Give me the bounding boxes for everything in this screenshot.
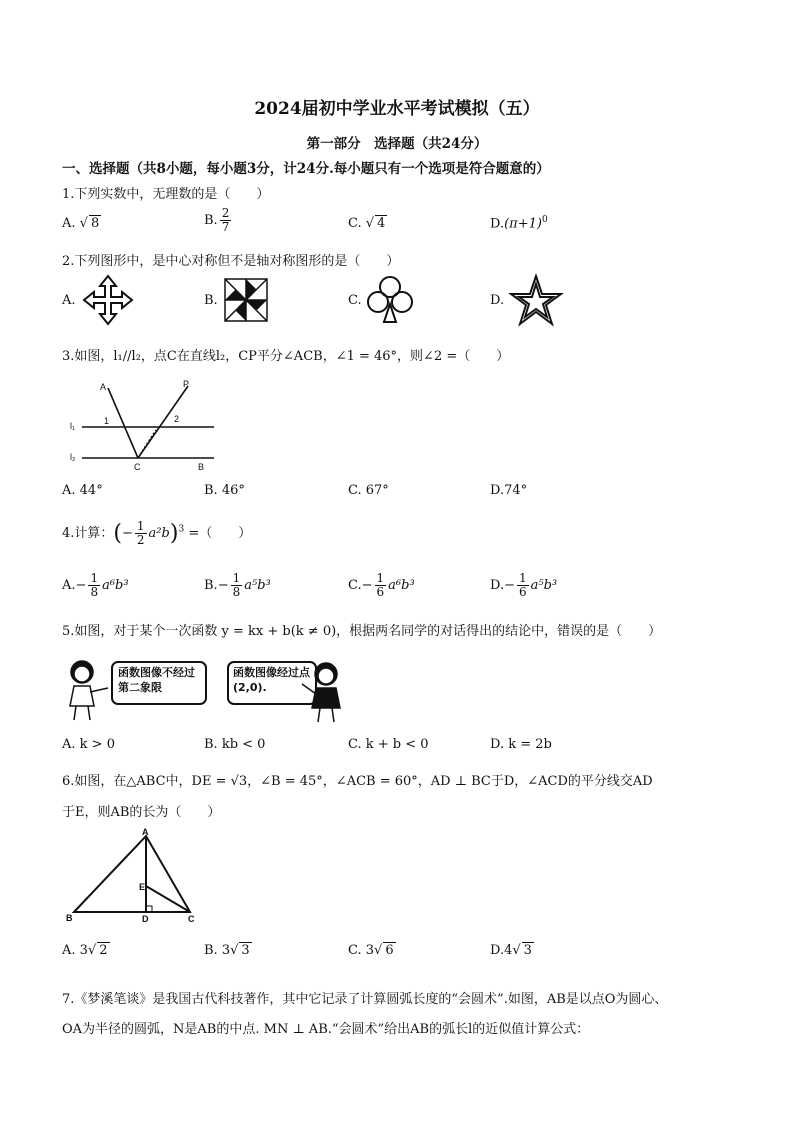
variable-term: a⁶b³: [388, 578, 415, 593]
q4-option-b[interactable]: B.− $\frac{1}{8}$ a⁵b³: [204, 571, 271, 599]
variable-term: a⁵b³: [244, 578, 271, 593]
q3-option-d[interactable]: D.74°: [490, 483, 528, 498]
q6-triangle-figure: [62, 828, 202, 924]
q2-option-b[interactable]: B.: [204, 293, 218, 308]
segment-ac: [108, 388, 138, 458]
option-letter: B.: [204, 213, 218, 228]
denominator: 6: [376, 585, 385, 599]
stem-prefix: 4.计算：: [62, 526, 114, 541]
denominator: 8: [90, 585, 99, 599]
denominator: 7: [221, 220, 230, 234]
q5-option-d[interactable]: D. k = 2b: [490, 737, 552, 752]
q4-option-c[interactable]: C.− $\frac{1}{6}$ a⁶b³: [348, 571, 415, 599]
exponent: 3: [178, 524, 185, 535]
variable-term: a⁶b³: [102, 578, 129, 593]
option-letter: A.: [62, 578, 76, 593]
numerator: 1: [90, 571, 99, 585]
coefficient: 3: [221, 943, 231, 958]
speech-bubble-right: 函数图像经过点(2,0).: [233, 666, 310, 694]
q1-stem: 1.下列实数中，无理数的是（ ）: [62, 187, 270, 202]
option-letter: A.: [62, 216, 76, 231]
pinwheel-icon: [224, 278, 268, 322]
q2-option-d[interactable]: D.: [490, 293, 505, 308]
q1-option-b[interactable]: [204, 207, 233, 234]
label-b: B: [198, 462, 205, 472]
denominator: 6: [519, 585, 527, 599]
numerator: 1: [136, 519, 145, 533]
fraction: [231, 572, 243, 599]
expression: (π+1): [504, 216, 542, 232]
label-l1: l₁: [70, 421, 76, 431]
q1-option-c[interactable]: C. √ 4: [348, 216, 386, 231]
fraction: [375, 572, 387, 599]
q4-option-a[interactable]: A.− $\frac{1}{8}$ a⁶b³: [62, 571, 129, 599]
exponent: 0: [541, 215, 548, 225]
option-letter: C.: [348, 578, 362, 593]
numerator: 2: [221, 206, 230, 220]
q6-option-b[interactable]: B. 3√ 3: [204, 943, 250, 958]
q6-option-c[interactable]: C. 3√ 6: [348, 943, 394, 958]
q6-stem-line-1: 6.如图，在△ABC中，DE = √3，∠B = 45°，∠ACB = 60°，AD ⊥ BC于D，∠ACD的平分线交AD: [62, 774, 653, 789]
label-a: A: [100, 382, 107, 392]
label-l2: l₂: [70, 452, 76, 462]
label-b: B: [66, 913, 73, 923]
variable-term: a²b: [148, 526, 170, 541]
four-arrows-icon: [82, 274, 134, 326]
label-p: P: [183, 379, 190, 389]
q7-stem-line-2: OA为半径的圆弧，N是AB的中点. MN ⊥ AB.“会圆术”给出AB的弧长l的近似值计算公式：: [62, 1022, 590, 1037]
label-d: D: [142, 914, 149, 924]
fraction: [88, 572, 100, 599]
coefficient: 3: [365, 943, 375, 958]
q3-option-a[interactable]: A. 44°: [62, 483, 103, 498]
page-title: 2024届初中学业水平考试模拟（五）: [254, 99, 540, 119]
numerator: 1: [376, 571, 385, 585]
radicand: 2: [99, 943, 108, 958]
q6-option-a[interactable]: A. 3√ 2: [62, 943, 108, 958]
radicand: 3: [523, 943, 532, 958]
q4-stem: 4.计算：(− $\frac{1}{2}$ a²b)$^3$ =（ ）: [62, 519, 252, 547]
minus-sign: −: [122, 526, 133, 541]
q3-option-c[interactable]: C. 67°: [348, 483, 389, 498]
q5-option-b[interactable]: B. kb < 0: [204, 737, 266, 752]
radicand: 3: [241, 943, 250, 958]
part-subtitle: 第一部分 选择题（共24分）: [306, 136, 488, 152]
q6-option-d[interactable]: D.4√ 3: [490, 943, 532, 958]
label-a: A: [142, 828, 149, 837]
angle-1-label: 1: [104, 416, 110, 426]
label-c: C: [134, 462, 141, 472]
q1-option-a[interactable]: A. √ 8: [62, 216, 100, 231]
star-icon: [508, 274, 564, 328]
q3-option-b[interactable]: B. 46°: [204, 483, 245, 498]
denominator: 8: [232, 585, 241, 599]
q5-option-a[interactable]: A. k > 0: [62, 737, 115, 752]
coefficient: 4: [504, 943, 513, 958]
q5-option-c[interactable]: C. k + b < 0: [348, 737, 429, 752]
numerator: 1: [519, 571, 527, 585]
fraction: [135, 520, 147, 547]
label-c: C: [188, 914, 195, 924]
variable-term: a⁵b³: [530, 578, 558, 593]
q4-option-d[interactable]: D.− $\frac{1}{6}$ a⁵b³: [490, 571, 558, 599]
option-letter: A.: [62, 943, 76, 958]
option-letter: C.: [348, 216, 362, 231]
radicand: 6: [385, 943, 394, 958]
numerator: 1: [232, 571, 241, 585]
option-letter: D.: [490, 943, 505, 958]
angle-2-label: 2: [174, 414, 180, 424]
speech-bubble-left: 函数图像不经过第二象限: [118, 666, 195, 694]
stem-suffix: =（ ）: [188, 526, 252, 541]
fraction: [220, 207, 232, 234]
radicand: 4: [377, 216, 386, 231]
q2-option-c[interactable]: C.: [348, 293, 362, 308]
q2-stem: 2.下列图形中，是中心对称但不是轴对称图形的是（ ）: [62, 254, 400, 269]
label-e: E: [139, 882, 146, 892]
q6-stem-line-2: 于E，则AB的长为（ ）: [62, 805, 221, 820]
option-letter: D.: [490, 216, 505, 232]
section-heading: 一、选择题（共8小题，每小题3分，计24分.每小题只有一个选项是符合题意的）: [62, 161, 550, 177]
option-letter: D.: [490, 578, 505, 593]
q2-option-a[interactable]: A.: [62, 293, 76, 308]
denominator: 2: [136, 533, 145, 547]
q7-stem-line-1: 7.《梦溪笔谈》是我国古代科技著作，其中它记录了计算圆弧长度的“会圆术”.如图，AB是以点O为圆心、: [62, 992, 668, 1007]
q1-option-d[interactable]: [490, 215, 548, 231]
option-letter: C.: [348, 943, 362, 958]
fraction: [517, 572, 529, 599]
q3-parallel-lines-figure: [64, 378, 216, 472]
option-letter: B.: [204, 943, 218, 958]
radicand: 8: [90, 216, 100, 231]
club-icon: [366, 274, 414, 326]
coefficient: 3: [79, 943, 88, 958]
q5-stem: 5.如图，对于某个一次函数 y = kx + b(k ≠ 0)，根据两名同学的对话得出的结论中，错误的是（ ）: [62, 624, 662, 639]
option-letter: B.: [204, 578, 218, 593]
q3-stem: 3.如图，l₁//l₂，点C在直线l₂，CP平分∠ACB，∠1 = 46°，则∠2 =（ ）: [62, 349, 510, 364]
